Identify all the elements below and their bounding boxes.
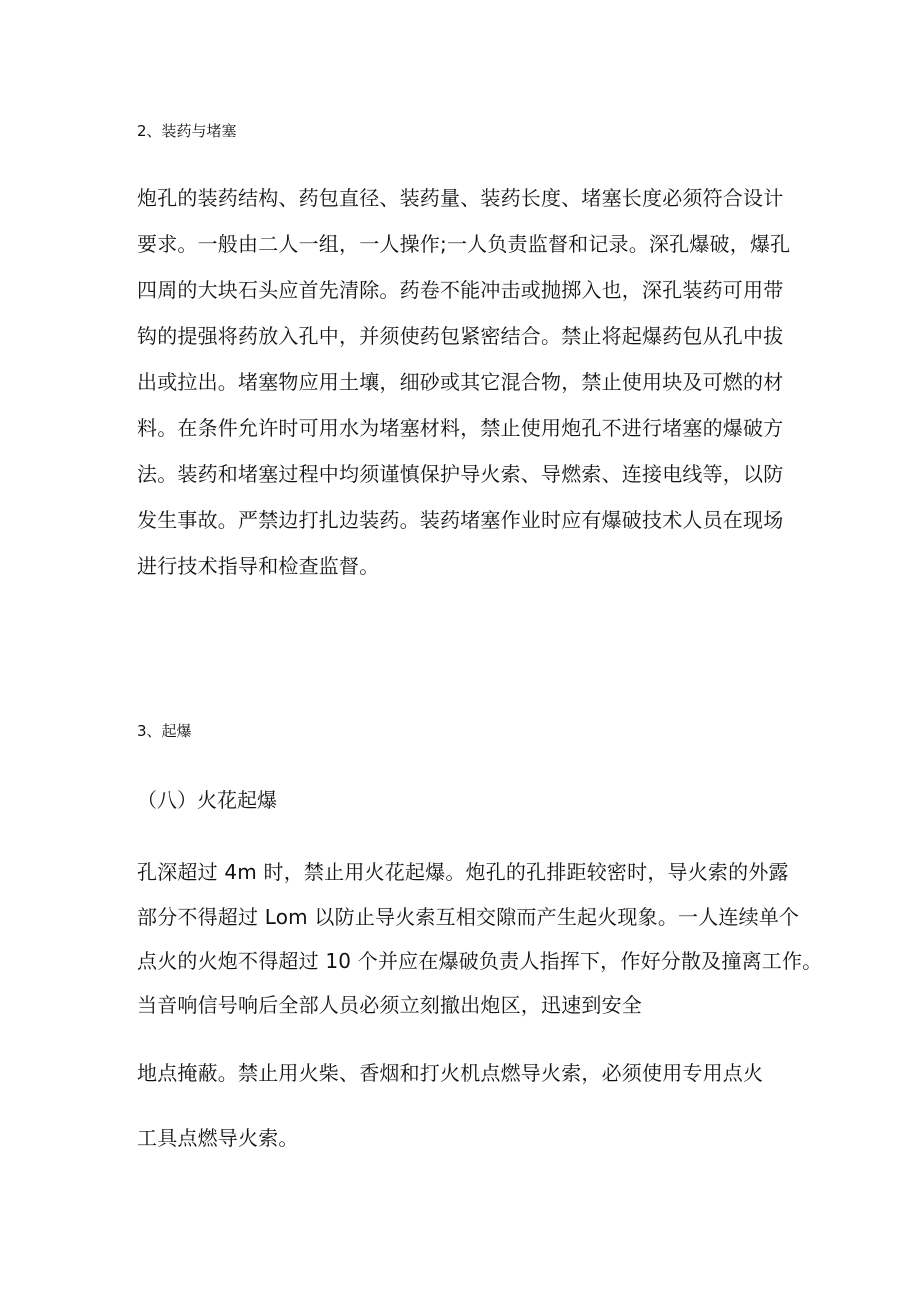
paragraph-line: 炮孔的装药结构、药包直径、装药量、装药长度、堵塞长度必须符合设计	[137, 186, 784, 210]
paragraph-line: 点火的火炮不得超过 10 个并应在爆破负责人指挥下，作好分散及撞离工作。	[137, 949, 823, 973]
paragraph-line: 地点掩蔽。禁止用火柴、香烟和打火机点燃导火索，必须使用专用点火	[137, 1061, 764, 1085]
paragraph-line: 当音响信号响后全部人员必须立刻撤出炮区，迅速到安全	[137, 993, 642, 1017]
paragraph-line: 工具点燃导火索。	[137, 1126, 299, 1150]
paragraph-line: 要求。一般由二人一组，一人操作;一人负责监督和记录。深孔爆破，爆孔	[137, 232, 791, 256]
section-3-sub-heading: （八）火花起爆	[137, 788, 277, 812]
paragraph-line: 钩的提强将药放入孔中，并须使药包紧密结合。禁止将起爆药包从孔中拔	[137, 324, 784, 348]
paragraph-line: 进行技术指导和检查监督。	[137, 554, 380, 578]
paragraph-line: 料。在条件允许时可用水为堵塞材料，禁止使用炮孔不进行堵塞的爆破方	[137, 416, 784, 440]
paragraph-line: 部分不得超过 Lom 以防止导火索互相交隙而产生起火现象。一人连续单个	[137, 905, 800, 929]
paragraph-line: 孔深超过 4m 时，禁止用火花起爆。炮孔的孔排距较密时，导火索的外露	[137, 860, 789, 884]
paragraph-line: 出或拉出。堵塞物应用土壤，细砂或其它混合物，禁止使用块及可燃的材	[137, 370, 784, 394]
paragraph-line: 发生事故。严禁边打扎边装药。装药堵塞作业时应有爆破技术人员在现场	[137, 508, 784, 532]
paragraph-line: 法。装药和堵塞过程中均须谨慎保护导火索、导燃索、连接电线等，以防	[137, 462, 784, 486]
section-3-heading: 3、起爆	[137, 722, 192, 740]
paragraph-line: 四周的大块石头应首先清除。药卷不能冲击或抛掷入也，深孔装药可用带	[137, 278, 784, 302]
section-2-heading: 2、装药与堵塞	[137, 122, 237, 140]
